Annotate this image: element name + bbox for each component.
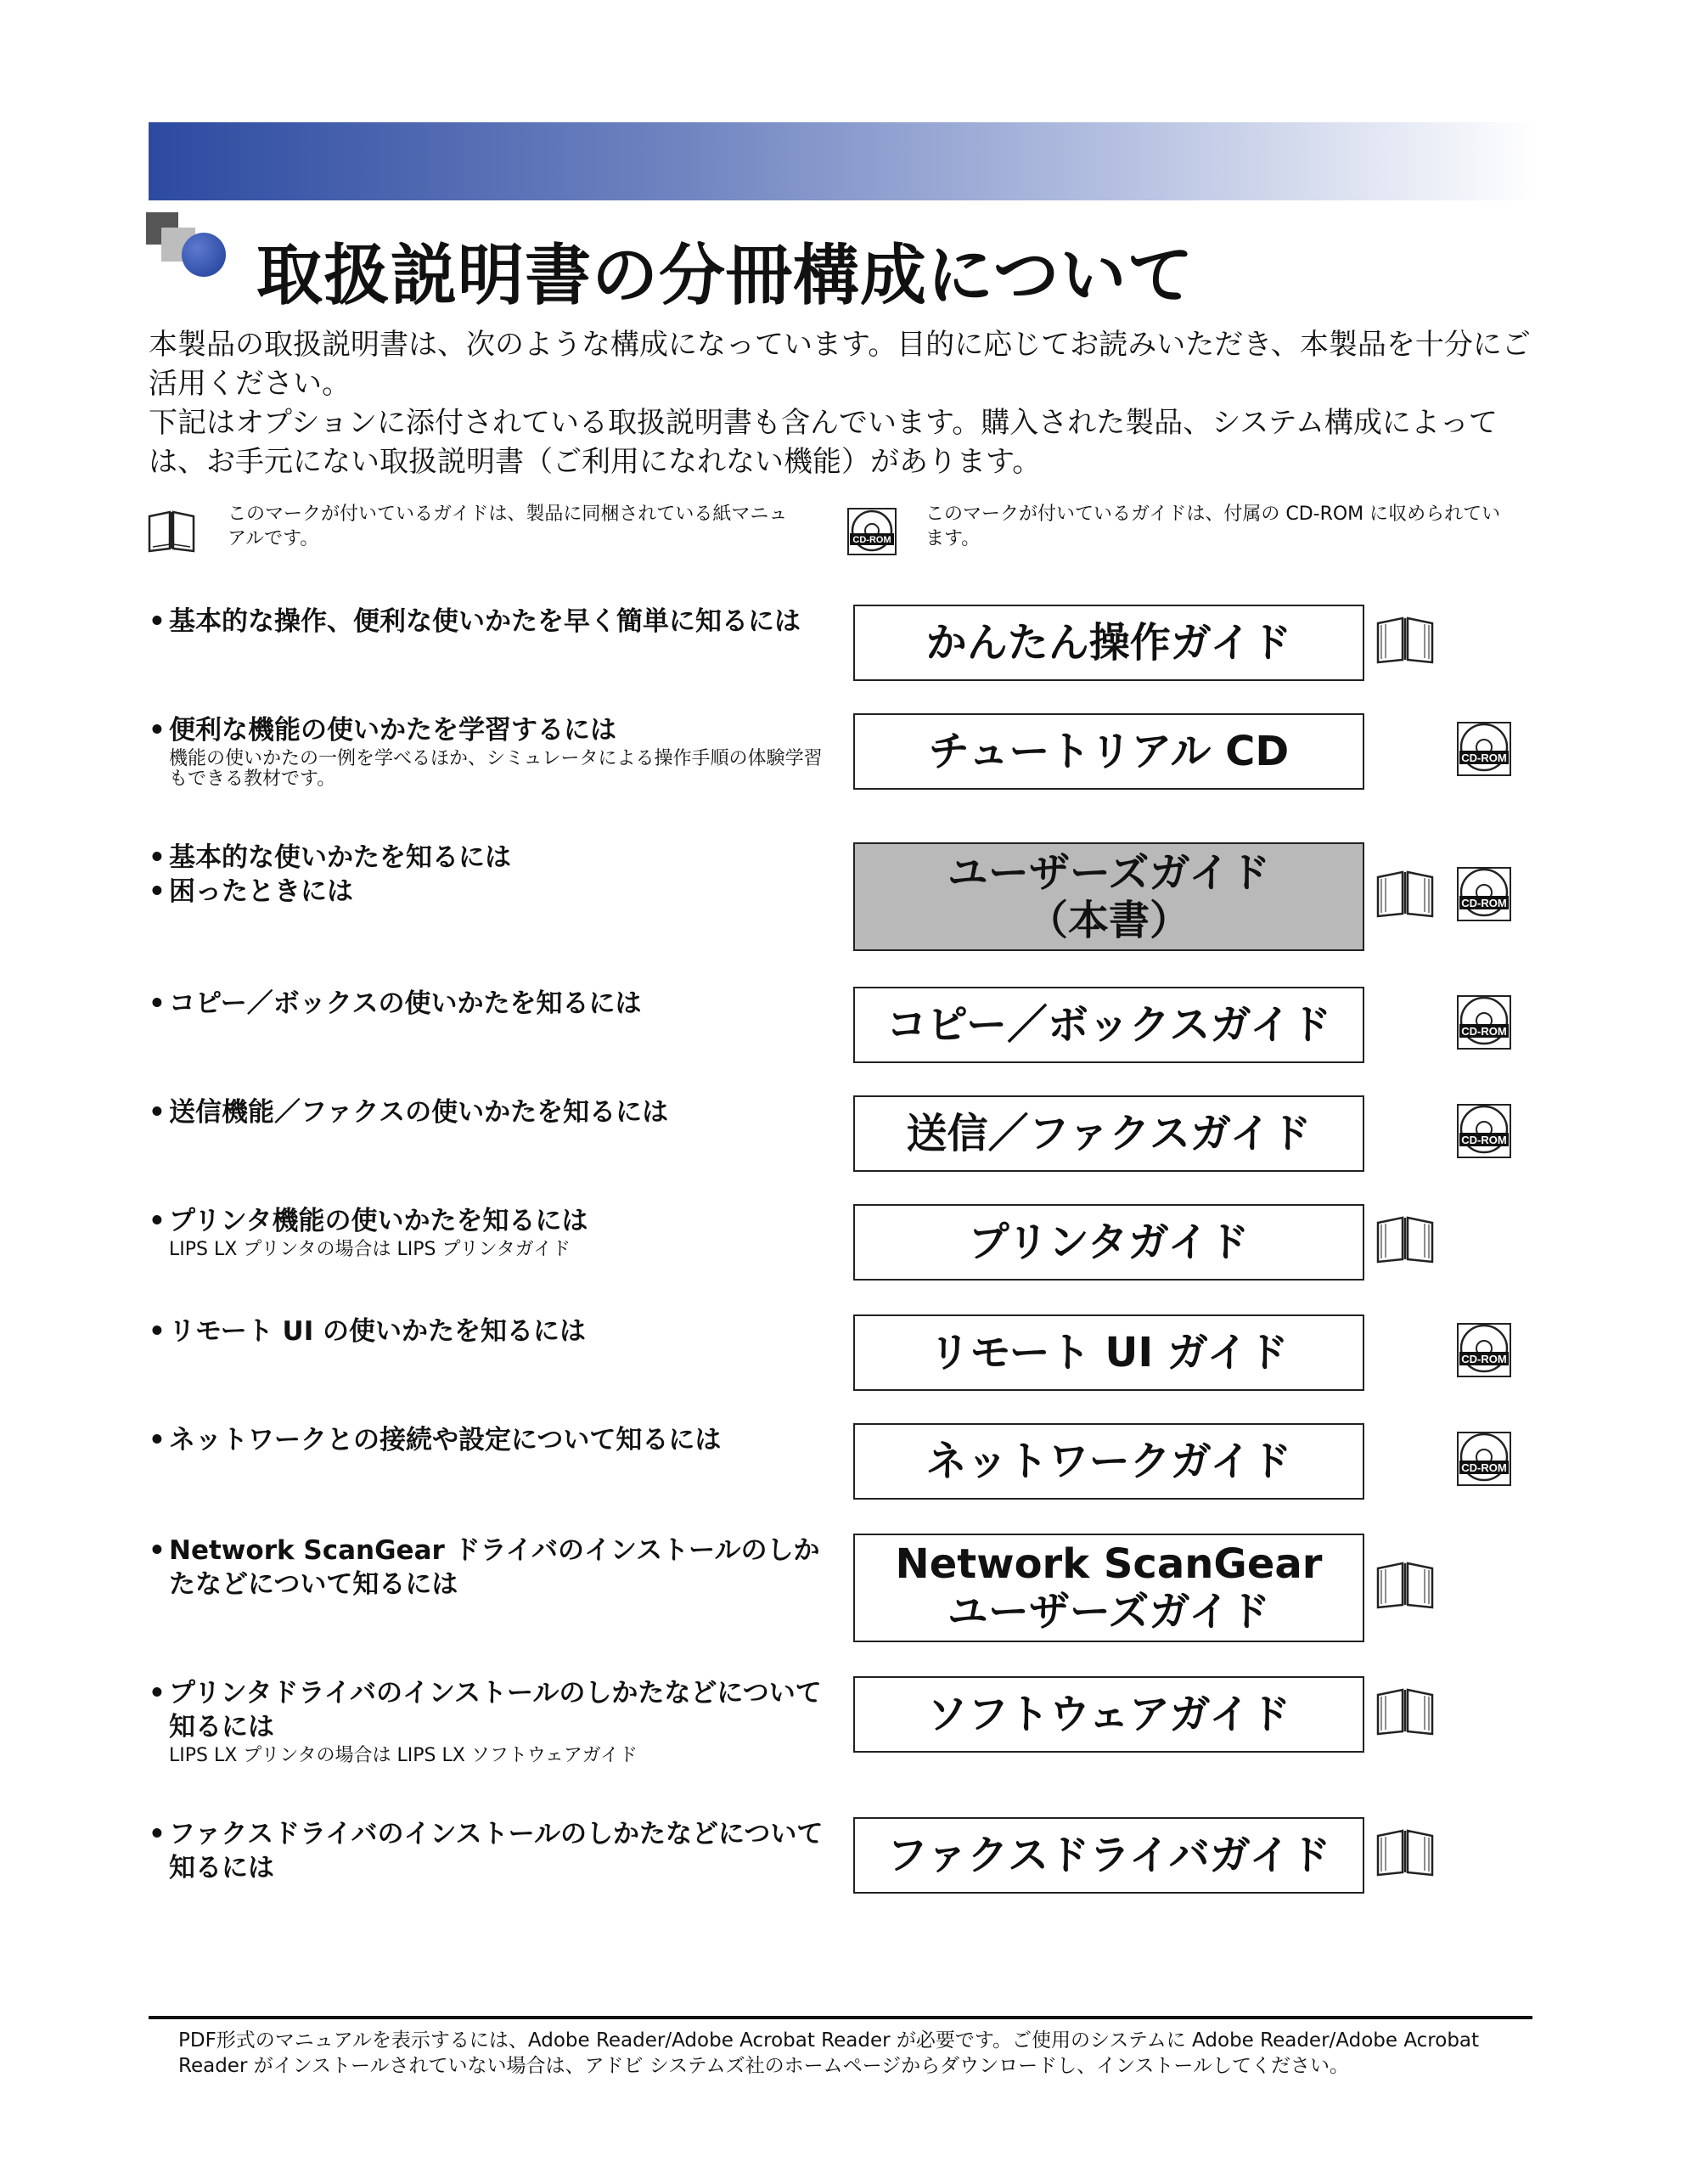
header-gradient-band	[149, 122, 1660, 200]
bullet-item: • Network ScanGear ドライバのインストールのしかたなどについて知るには	[149, 1534, 836, 1601]
bullet-item: • 困ったときには	[149, 875, 836, 909]
guide-title-line: ソフトウェアガイド	[926, 1691, 1291, 1738]
svg-text:CD-ROM: CD-ROM	[1461, 1134, 1507, 1146]
guide-title-line: コピー／ボックスガイド	[886, 1001, 1332, 1049]
legend-cd-text: このマークが付いているガイドは、付属の CD-ROM に収められています。	[925, 504, 1501, 549]
row-label	[149, 1314, 836, 1348]
cd-rom-icon	[1457, 867, 1511, 921]
intro-paragraph-1: 本製品の取扱説明書は、次のような構成になっています。目的に応じてお読みいただき、本製品を十分にご活用ください。	[149, 328, 1531, 401]
svg-text:CD-ROM: CD-ROM	[1461, 751, 1507, 764]
cd-rom-icon	[1457, 1432, 1511, 1486]
row-note: LIPS LX プリンタの場合は LIPS プリンタガイド	[169, 1239, 571, 1260]
guide-title-line: （本書）	[1026, 897, 1190, 944]
row-label	[149, 1423, 836, 1457]
guide-title-box	[853, 1817, 1364, 1894]
guide-title-line: チュートリアル CD	[928, 728, 1290, 775]
book-icon	[1374, 867, 1437, 920]
bullet-item: • 基本的な使いかたを知るには	[149, 841, 836, 875]
row-label	[149, 841, 836, 909]
svg-text:CD-ROM: CD-ROM	[1461, 1461, 1507, 1474]
footer-divider	[149, 2016, 1532, 2019]
guide-title-line: 送信／ファクスガイド	[906, 1110, 1312, 1157]
guide-title-line: プリンタガイド	[968, 1219, 1250, 1266]
bullet-item: • コピー／ボックスの使いかたを知るには	[149, 987, 836, 1021]
row-label	[149, 1676, 836, 1766]
guide-title-box	[853, 1676, 1364, 1753]
guide-title-box	[853, 987, 1364, 1063]
page-title: 取扱説明書の分冊構成について	[256, 238, 1195, 314]
svg-text:CD-ROM: CD-ROM	[1461, 897, 1507, 909]
row-label	[149, 1095, 836, 1129]
row-label	[149, 713, 836, 790]
guide-title-box	[853, 1423, 1364, 1500]
row-label	[149, 605, 836, 639]
bullet-item: • ファクスドライバのインストールのしかたなどについて知るには	[149, 1817, 836, 1885]
book-icon	[1374, 1558, 1437, 1611]
guide-title-box	[853, 842, 1364, 951]
guide-title-line: Network ScanGear	[895, 1540, 1323, 1588]
cd-rom-icon	[1457, 1323, 1511, 1377]
cd-rom-icon	[847, 508, 898, 555]
legend-book-text: このマークが付いているガイドは、製品に同梱されている紙マニュアルです。	[228, 504, 788, 549]
row-label	[149, 1817, 836, 1885]
bullet-item: • プリンタ機能の使いかたを知るには	[149, 1204, 836, 1238]
row-note: LIPS LX プリンタの場合は LIPS LX ソフトウェアガイド	[169, 1745, 638, 1766]
guide-title-line: リモート UI ガイド	[929, 1329, 1289, 1376]
row-note: 機能の使いかたの一例を学べるほか、シミュレータによる操作手順の体験学習もできる教材です。	[169, 748, 823, 790]
cd-rom-icon	[1457, 722, 1511, 776]
bullet-item: • 便利な機能の使いかたを学習するには	[149, 713, 836, 747]
cd-rom-icon	[1457, 995, 1511, 1050]
svg-text:CD-ROM: CD-ROM	[1461, 1353, 1507, 1365]
footer-note: PDF形式のマニュアルを表示するには、Adobe Reader/Adobe Acrobat Reader が必要です。ご使用のシステムに Adobe Reader/Adobe Acrobat Reader がインストールされていない場合は、アドビ システムズ社のホームページからダウンロードし、インストールしてください。	[178, 2029, 1480, 2077]
guide-title-line: ユーザーズガイド	[947, 1588, 1271, 1635]
svg-text:CD-ROM: CD-ROM	[852, 535, 891, 545]
row-label	[149, 1534, 836, 1601]
intro-paragraph-2: 下記はオプションに添付されている取扱説明書も含んでいます。購入された製品、システム構成によっては、お手元にない取扱説明書（ご利用になれない機能）があります。	[149, 406, 1498, 479]
guide-title-line: ネットワークガイド	[925, 1438, 1292, 1485]
bullet-item: • 送信機能／ファクスの使いかたを知るには	[149, 1095, 836, 1129]
row-label	[149, 987, 836, 1021]
guide-title-box	[853, 605, 1364, 681]
guide-title-box	[853, 1095, 1364, 1172]
guide-title-line: ユーザーズガイド	[947, 849, 1271, 897]
intro-text	[149, 325, 1541, 481]
book-icon	[1374, 613, 1437, 666]
bullet-item: • 基本的な操作、便利な使いかたを早く簡単に知るには	[149, 605, 836, 639]
guide-title-box	[853, 1534, 1364, 1642]
bullet-item: • ネットワークとの接続や設定について知るには	[149, 1423, 836, 1457]
guide-title-box	[853, 713, 1364, 790]
book-icon	[146, 506, 197, 554]
guide-title-line: ファクスドライバガイド	[886, 1832, 1331, 1879]
guide-title-line: かんたん操作ガイド	[925, 619, 1292, 667]
row-label	[149, 1204, 836, 1260]
guide-title-box	[853, 1204, 1364, 1281]
bullet-item: • プリンタドライバのインストールのしかたなどについて知るには	[149, 1676, 836, 1744]
section-marker-icon	[146, 212, 231, 297]
book-icon	[1374, 1685, 1437, 1737]
svg-text:CD-ROM: CD-ROM	[1461, 1025, 1507, 1038]
bullet-item: • リモート UI の使いかたを知るには	[149, 1314, 836, 1348]
guide-title-box	[853, 1314, 1364, 1391]
book-icon	[1374, 1213, 1437, 1265]
cd-rom-icon	[1457, 1104, 1511, 1158]
book-icon	[1374, 1826, 1437, 1878]
